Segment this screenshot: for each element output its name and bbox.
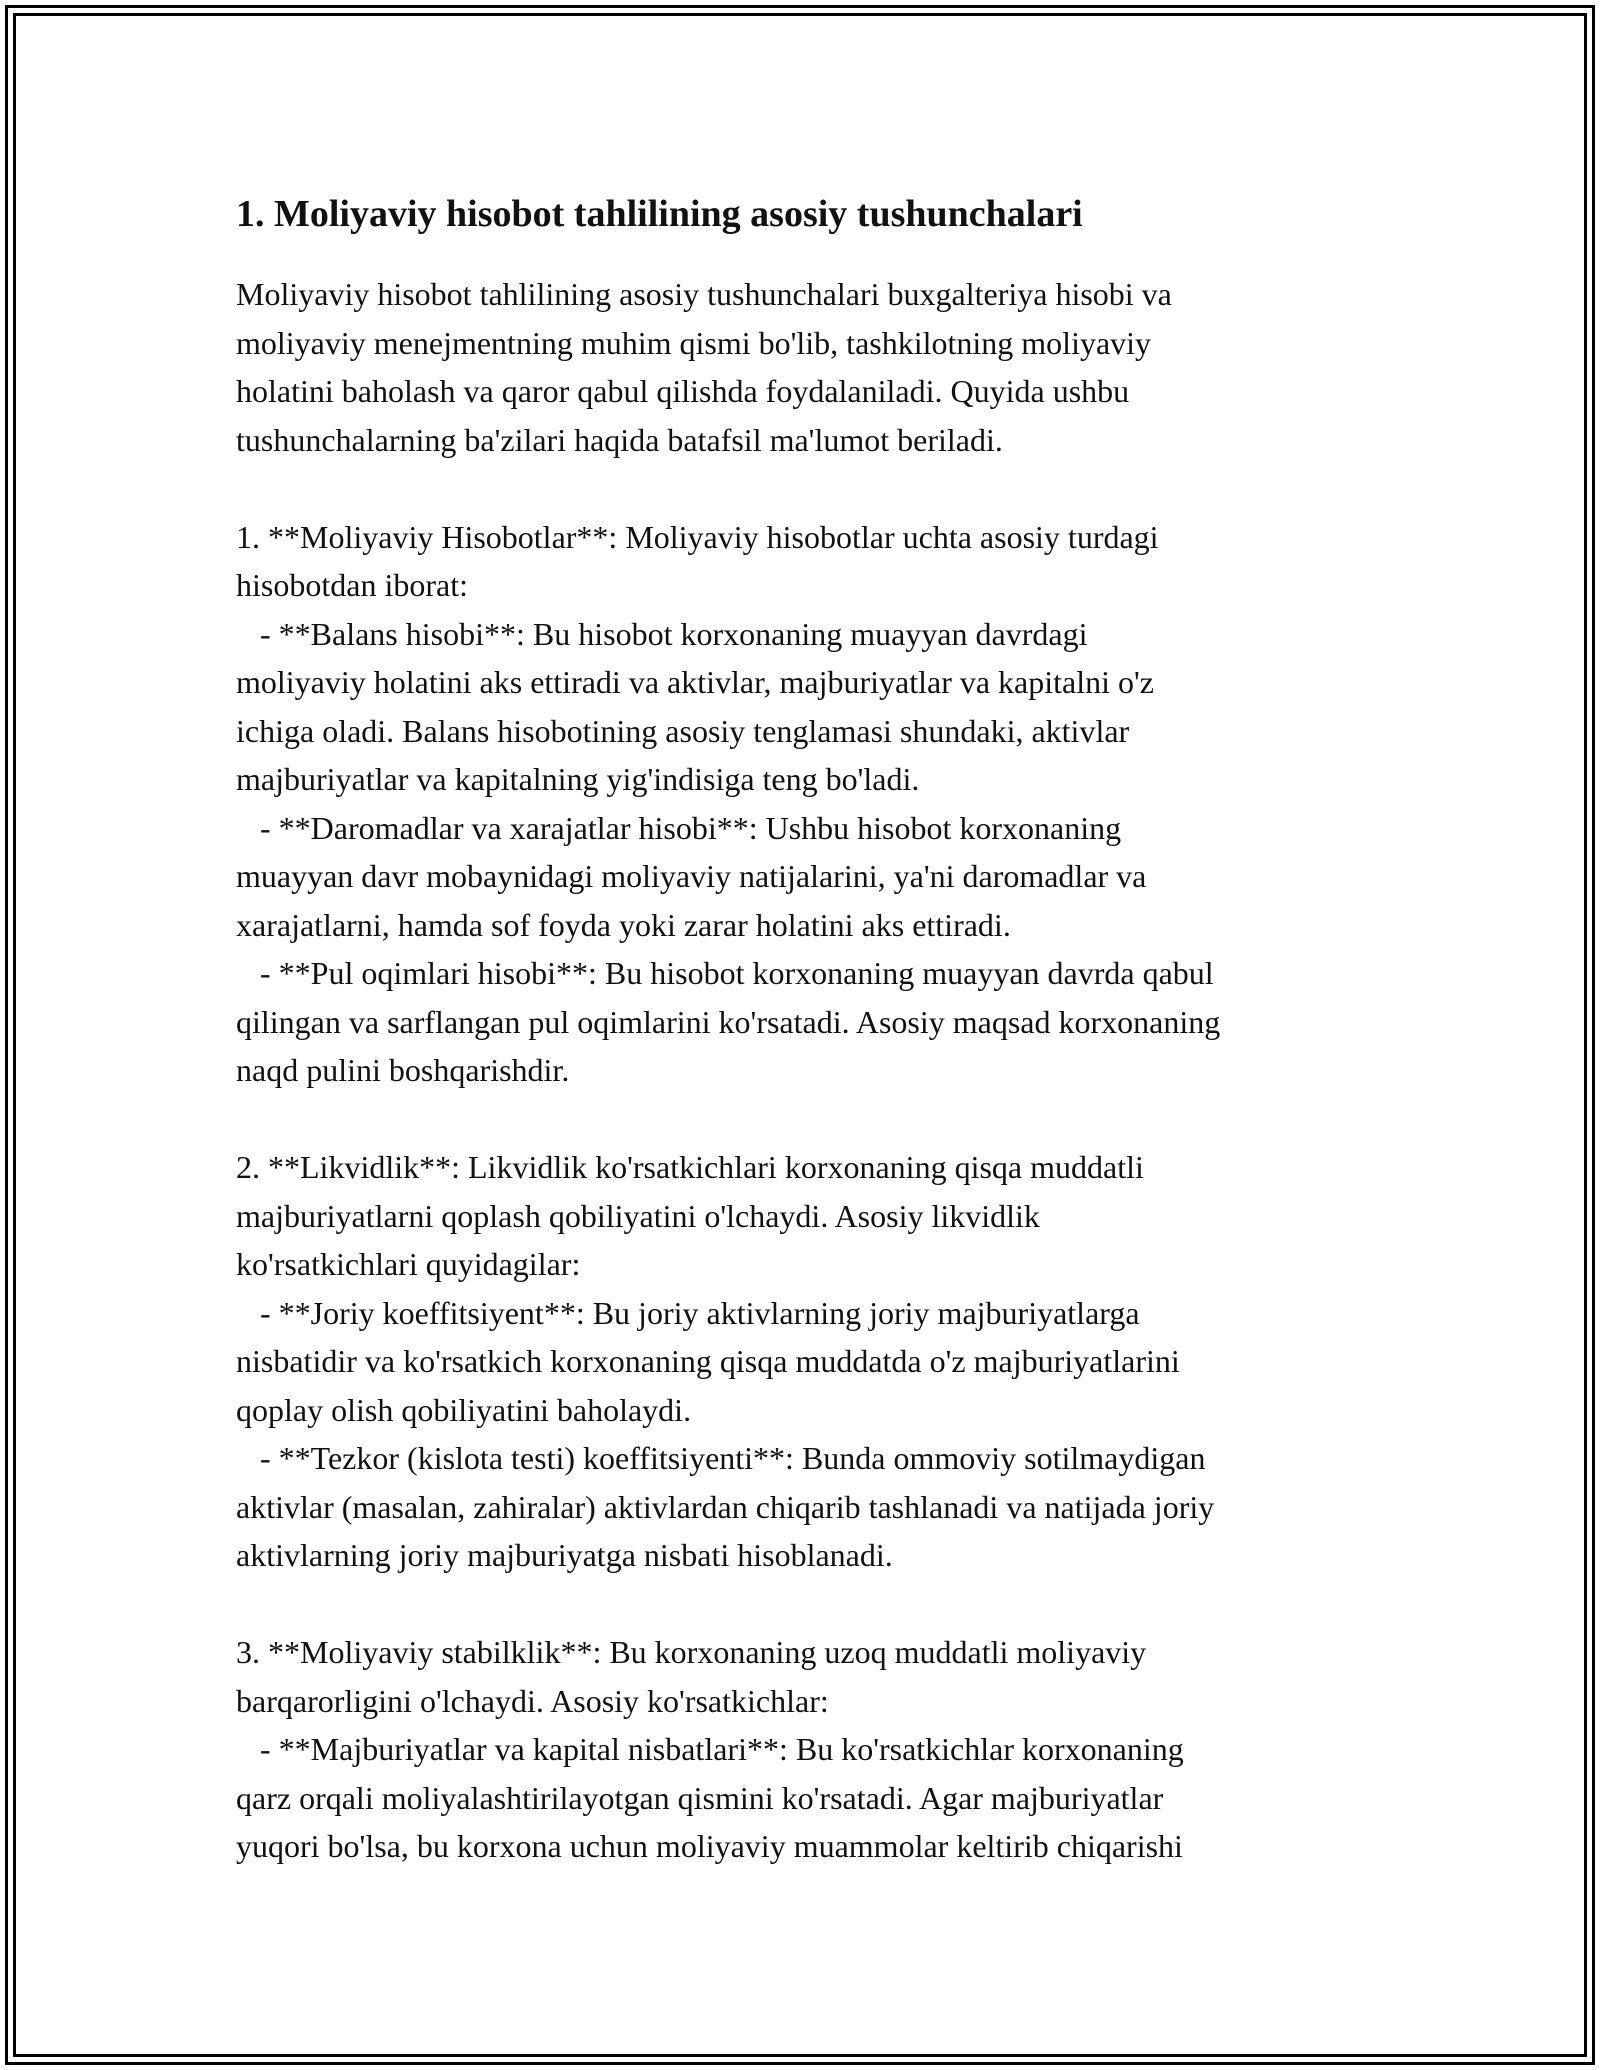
document-content [236,186,1416,1871]
section-body-text: Moliyaviy hisobot tahlilining asosiy tushunchalari buxgalteriya hisobi va moliyaviy menejmentning muhim qismi bo'lib, tashkilotning moliyaviy holatini baholash va qaror qabul qilishda foydalaniladi. Quyida ushbu tushunchalarning ba'zilari haqida batafsil ma'lumot beriladi. 1. **Moliyaviy Hisobotlar**: Moliyaviy hisobotlar uchta asosiy turdagi hisobotdan iborat: - **Balans hisobi**: Bu hisobot korxonaning muayyan davrdagi moliyaviy holatini aks ettiradi va aktivlar, majburiyatlar va kapitalni o'z ichiga oladi. Balans hisobotining asosiy tenglamasi shundaki, aktivlar majburiyatlar va kapitalning yig'indisiga teng bo'ladi. - **Daromadlar va xarajatlar hisobi**: Ushbu hisobot korxonaning muayyan davr mobaynidagi moliyaviy natijalarini, ya'ni daromadlar va xarajatlarni, hamda sof foyda yoki zarar holatini aks ettiradi. - **Pul oqimlari hisobi**: Bu hisobot korxonaning muayyan davrda qabul qilingan va sarflangan pul oqimlarini ko'rsatadi. Asosiy maqsad korxonaning naqd pulini boshqarishdir. 2. **Likvidlik**: Likvidlik ko'rsatkichlari korxonaning qisqa muddatli majburiyatlarni qoplash qobiliyatini o'lchaydi. Asosiy likvidlik ko'rsatkichlari quyidagilar: - **Joriy koeffitsiyent**: Bu joriy aktivlarning joriy majburiyatlarga nisbatidir va ko'rsatkich korxonaning qisqa muddatda o'z majburiyatlarini qoplay olish qobiliyatini baholaydi. - **Tezkor (kislota testi) koeffitsiyenti**: Bunda ommoviy sotilmaydigan aktivlar (masalan, zahiralar) aktivlardan chiqarib tashlanadi va natijada joriy aktivlarning joriy majburiyatga nisbati hisoblanadi. 3. **Moliyaviy stabilklik**: Bu korxonaning uzoq muddatli moliyaviy barqarorligini o'lchaydi. Asosiy ko'rsatkichlar: - **Majburiyatlar va kapital nisbatlari**: Bu ko'rsatkichlar korxonaning qarz orqali moliyalashtirilayotgan qismini ko'rsatadi. Agar majburiyatlar yuqori bo'lsa, bu korxona uchun moliyaviy muammolar keltirib chiqarishi [236,276,1221,1864]
section-title: 1. Moliyaviy hisobot tahlilining asosiy tushunchalari [236,193,1083,235]
